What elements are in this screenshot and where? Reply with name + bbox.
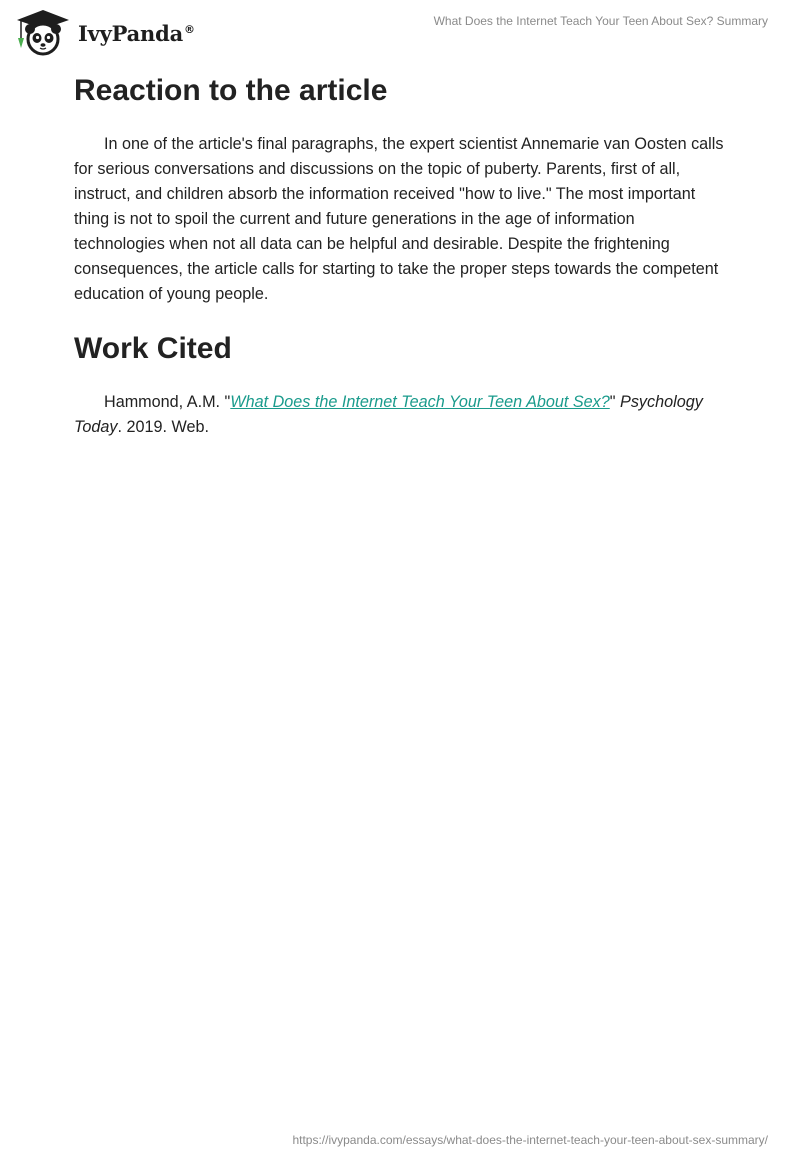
section-heading-work-cited: Work Cited [74,332,232,365]
page-header [0,0,800,60]
brand-name: IvyPanda® [78,20,195,46]
citation-link[interactable]: What Does the Internet Teach Your Teen About Sex? [230,393,610,411]
citation-rest: . 2019. Web. [117,418,210,436]
source-url[interactable]: https://ivypanda.com/essays/what-does-the-internet-teach-your-teen-about-sex-summary/ [292,1133,768,1147]
citation-journal: Psychology Today [74,393,703,436]
work-cited-section [74,328,726,440]
citation-author: Hammond, A.M. " [104,393,231,411]
reaction-paragraph: In one of the article's final paragraphs, the expert scientist Annemarie van Oosten calls for serious conversations and discussions on the topic of puberty. Parents, first of all, instruct, and children absorb the information received "how to live." The most important thing is not to spoil the current and future generations in the age of information technologies when not all data can be helpful and desirable. Despite the frightening consequences, the article calls for starting to take the proper steps towards the competent education of young people. [74,135,724,303]
brand-logo[interactable] [14,8,195,56]
citation-close-quote: " [609,393,616,411]
document-title: What Does the Internet Teach Your Teen About Sex? Summary [433,14,768,28]
panda-graduate-icon [14,8,72,56]
document-body [74,70,726,440]
citation-entry [74,390,726,440]
section-heading-reaction: Reaction to the article [74,74,388,107]
registered-mark: ® [184,22,195,36]
